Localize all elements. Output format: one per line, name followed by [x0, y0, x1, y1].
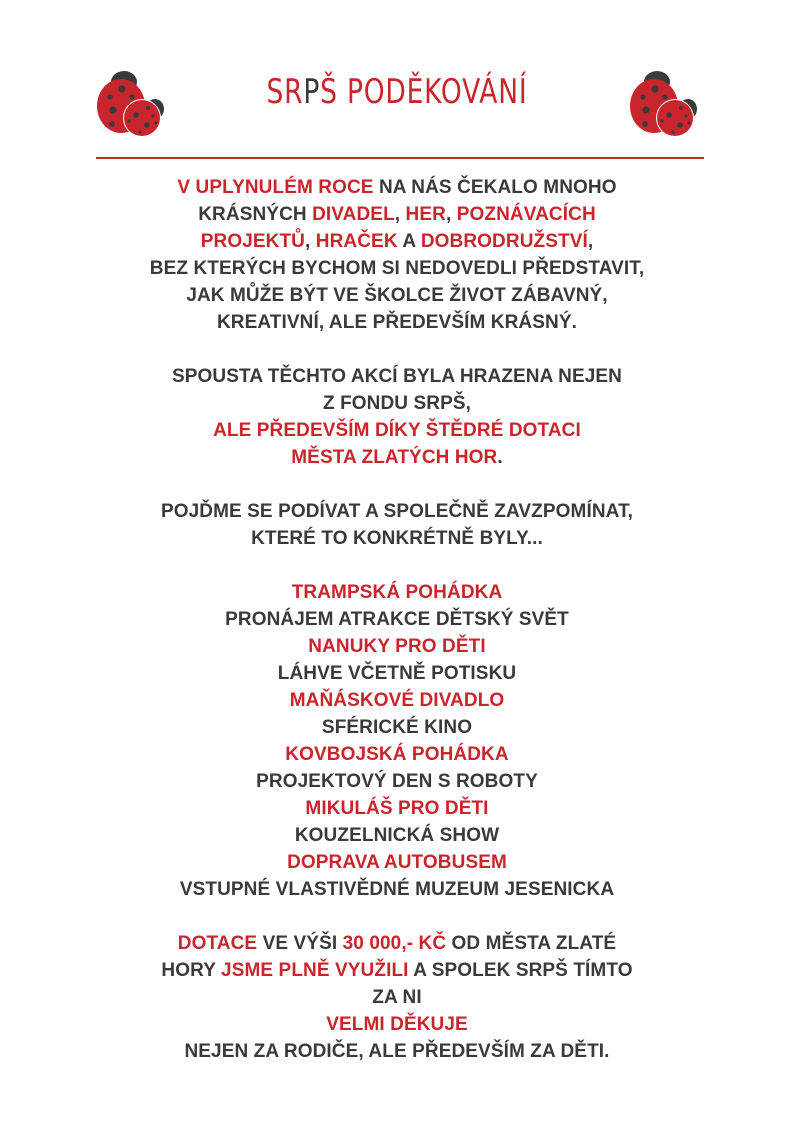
paragraph	[80, 174, 714, 336]
paragraph	[80, 363, 714, 471]
body-text-segment: HORY	[161, 960, 222, 981]
body-text-segment: ,	[394, 204, 406, 225]
body-text-segment: OD MĚSTA ZLATÉ	[446, 933, 617, 954]
text-line	[80, 957, 714, 984]
body-text-segment: ,	[305, 231, 316, 252]
text-line	[80, 390, 714, 417]
paragraph	[80, 498, 714, 552]
body-text-segment: ,	[587, 231, 594, 252]
text-line	[80, 714, 714, 741]
body-text-segment: ZA NI	[372, 987, 422, 1008]
highlight-text: MĚSTA ZLATÝCH HOR	[291, 447, 498, 468]
body-text-segment: Z FONDU SRPŠ,	[322, 393, 472, 414]
body-text-segment: KTERÉ TO KONKRÉTNĚ BYLY...	[251, 528, 543, 549]
body-text-segment: VSTUPNÉ VLASTIVĚDNÉ MUZEUM JESENICKA	[179, 879, 615, 900]
body-text-segment: PRONÁJEM ATRAKCE DĚTSKÝ SVĚT	[225, 609, 569, 630]
body-text-segment: KOUZELNICKÁ SHOW	[294, 825, 500, 846]
body-text	[80, 174, 714, 1092]
text-line	[80, 930, 714, 957]
body-text-segment: VE VÝŠI	[257, 933, 343, 954]
paragraph	[80, 930, 714, 1065]
text-line	[80, 201, 714, 228]
text-line	[80, 687, 714, 714]
text-line	[80, 444, 714, 471]
text-line	[80, 633, 714, 660]
text-line	[80, 822, 714, 849]
ladybug-icon	[625, 66, 701, 138]
text-line	[80, 174, 714, 201]
body-text-segment: BEZ KTERÝCH BYCHOM SI NEDOVEDLI PŘEDSTAVIT,	[149, 258, 645, 279]
text-line	[80, 525, 714, 552]
body-text-segment: JAK MŮŽE BÝT VE ŠKOLCE ŽIVOT ZÁBAVNÝ,	[186, 285, 608, 306]
body-text-segment: A	[397, 231, 421, 252]
highlight-text: TRAMPSKÁ POHÁDKA	[291, 582, 503, 603]
text-line	[80, 1011, 714, 1038]
text-line	[80, 606, 714, 633]
highlight-text: JSME PLNĚ VYUŽILI	[221, 960, 409, 981]
text-line	[80, 1038, 714, 1065]
highlight-text: ALE PŘEDEVŠÍM DÍKY ŠTĚDRÉ DOTACI	[213, 420, 581, 441]
body-text-segment: POJĎME SE PODÍVAT A SPOLEČNĚ ZAVZPOMÍNAT,	[160, 501, 634, 522]
body-text-segment: SPOUSTA TĚCHTO AKCÍ BYLA HRAZENA NEJEN	[172, 366, 622, 387]
text-line	[80, 417, 714, 444]
text-line	[80, 660, 714, 687]
text-line	[80, 228, 714, 255]
text-line	[80, 579, 714, 606]
highlight-text: DOPRAVA AUTOBUSEM	[287, 852, 507, 873]
text-line	[80, 795, 714, 822]
body-text-segment: .	[497, 447, 503, 468]
text-line	[80, 741, 714, 768]
text-line	[80, 255, 714, 282]
body-text-segment: LÁHVE VČETNĚ POTISKU	[277, 663, 517, 684]
body-text-segment: KREATIVNÍ, ALE PŘEDEVŠÍM KRÁSNÝ.	[216, 312, 577, 333]
title-part: Š PODĚKOVÁNÍ	[320, 72, 528, 112]
text-line	[80, 282, 714, 309]
highlight-text: POZNÁVACÍCH	[456, 204, 596, 225]
text-line	[80, 768, 714, 795]
highlight-text: V UPLYNULÉM ROCE	[177, 177, 374, 198]
text-line	[80, 363, 714, 390]
highlight-text: MIKULÁŠ PRO DĚTI	[305, 798, 489, 819]
text-line	[80, 309, 714, 336]
body-text-segment: SFÉRICKÉ KINO	[321, 717, 473, 738]
highlight-text: HRAČEK	[315, 231, 398, 252]
body-text-segment: NA NÁS ČEKALO MNOHO	[373, 177, 617, 198]
highlight-text: 30 000,- KČ	[342, 933, 447, 954]
title-part: SR	[266, 72, 304, 112]
highlight-text: PROJEKTŮ	[200, 231, 305, 252]
header-divider	[96, 157, 704, 159]
text-line	[80, 876, 714, 903]
body-text-segment: KRÁSNÝCH	[198, 204, 313, 225]
highlight-text: VELMI DĚKUJE	[326, 1014, 468, 1035]
title-part: P	[303, 72, 321, 112]
body-text-segment: ,	[445, 204, 457, 225]
text-line	[80, 849, 714, 876]
text-line	[80, 498, 714, 525]
highlight-text: DOBRODRUŽSTVÍ	[420, 231, 588, 252]
highlight-text: NANUKY PRO DĚTI	[308, 636, 486, 657]
page-title	[87, 72, 706, 112]
paragraph	[80, 579, 714, 903]
text-line	[80, 984, 714, 1011]
body-text-segment: A SPOLEK SRPŠ TÍMTO	[408, 960, 633, 981]
highlight-text: DOTACE	[177, 933, 258, 954]
highlight-text: HER	[405, 204, 446, 225]
highlight-text: DIVADEL	[312, 204, 395, 225]
highlight-text: KOVBOJSKÁ POHÁDKA	[285, 744, 509, 765]
body-text-segment: PROJEKTOVÝ DEN S ROBOTY	[256, 771, 538, 792]
highlight-text: MAŇÁSKOVÉ DIVADLO	[289, 690, 505, 711]
body-text-segment: NEJEN ZA RODIČE, ALE PŘEDEVŠÍM ZA DĚTI.	[184, 1041, 610, 1062]
